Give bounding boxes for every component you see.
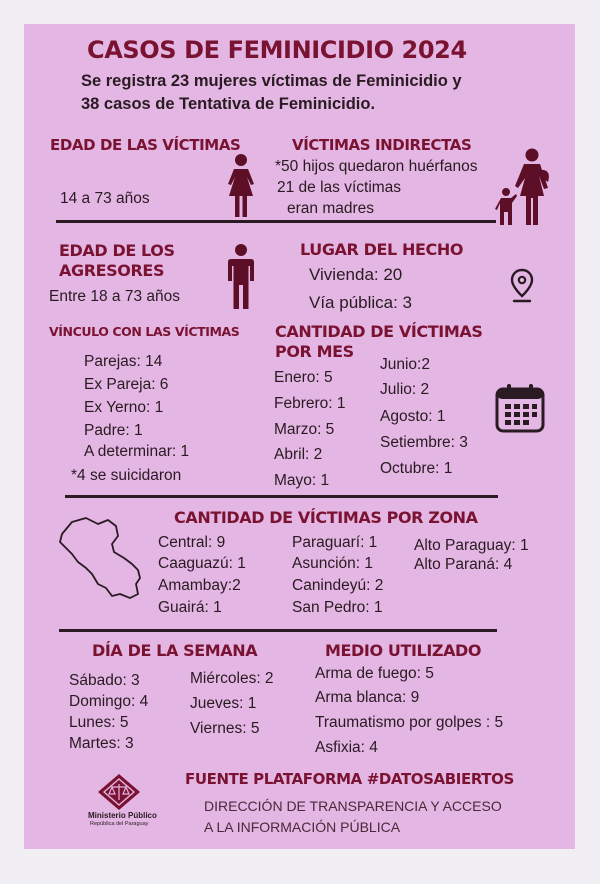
location-public-road: Vía pública: 3 (309, 293, 413, 312)
zone-alto-paraguay: Alto Paraguay: 1 (414, 537, 529, 554)
weekday-heading: DÍA DE LA SEMANA (92, 641, 258, 660)
source-line-2: A LA INFORMACIÓN PÚBLICA (204, 819, 401, 835)
divider (59, 629, 497, 632)
man-icon (226, 244, 256, 310)
month-august: Agosto: 1 (380, 408, 446, 425)
zone-asuncion: Asunción: 1 (292, 555, 373, 572)
aggressor-age-heading-2: AGRESORES (59, 261, 165, 280)
page-title: CASOS DE FEMINICIDIO 2024 (87, 36, 467, 64)
aggressor-age-value: Entre 18 a 73 años (49, 288, 180, 305)
month-july: Julio: 2 (380, 381, 430, 398)
month-september: Setiembre: 3 (380, 434, 468, 451)
zone-paraguari: Paraguarí: 1 (292, 534, 378, 551)
source-line-1: DIRECCIÓN DE TRANSPARENCIA Y ACCESO (204, 798, 502, 814)
woman-icon (223, 154, 259, 218)
indirect-victims-heading: VÍCTIMAS INDIRECTAS (292, 136, 472, 154)
divider (65, 495, 498, 498)
month-june: Junio:2 (380, 356, 430, 373)
weekday-thursday: Jueves: 1 (190, 695, 257, 712)
by-zone-heading: CANTIDAD DE VÍCTIMAS POR ZONA (174, 508, 478, 527)
weekday-wednesday: Miércoles: 2 (190, 670, 274, 687)
zone-caaguazu: Caaguazú: 1 (158, 555, 246, 572)
by-month-heading-1: CANTIDAD DE VÍCTIMAS (275, 322, 483, 341)
relationship-partners: Parejas: 14 (84, 353, 163, 370)
month-march: Marzo: 5 (274, 421, 335, 438)
month-may: Mayo: 1 (274, 472, 330, 489)
relationship-ex-partner: Ex Pareja: 6 (84, 376, 169, 393)
location-pin-icon (509, 268, 535, 304)
relationship-suicide-note: *4 se suicidaron (71, 467, 182, 484)
zone-amambay: Amambay:2 (158, 577, 241, 594)
method-blunt-trauma: Traumatismo por golpes : 5 (315, 714, 504, 731)
victim-age-heading: EDAD DE LAS VÍCTIMAS (50, 136, 241, 154)
subtitle-line-1: Se registra 23 mujeres víctimas de Feminicidio y (81, 72, 462, 90)
relationship-father: Padre: 1 (84, 422, 143, 439)
weekday-saturday: Sábado: 3 (69, 672, 140, 689)
method-knife: Arma blanca: 9 (315, 689, 420, 706)
month-january: Enero: 5 (274, 369, 333, 386)
indirect-victims-line-2: 21 de las víctimas (277, 179, 402, 196)
indirect-victims-line-3: eran madres (287, 200, 375, 217)
weekday-monday: Lunes: 5 (69, 714, 129, 731)
divider (56, 220, 496, 223)
indirect-victims-line-1: *50 hijos quedaron huérfanos (275, 158, 478, 175)
method-heading: MEDIO UTILIZADO (325, 641, 482, 660)
weekday-tuesday: Martes: 3 (69, 735, 134, 752)
relationship-undetermined: A determinar: 1 (84, 443, 190, 460)
logo-name: Ministerio Público (88, 811, 157, 820)
ministerio-publico-logo-icon (96, 772, 142, 812)
paraguay-map-icon (58, 514, 150, 600)
method-asphyxia: Asfixia: 4 (315, 739, 378, 756)
zone-guaira: Guairá: 1 (158, 599, 222, 616)
weekday-sunday: Domingo: 4 (69, 693, 149, 710)
infographic-card (24, 24, 575, 849)
calendar-icon (494, 382, 546, 434)
logo-subtitle: República del Paraguay (90, 821, 149, 827)
zone-central: Central: 9 (158, 534, 226, 551)
by-month-heading-2: POR MES (275, 342, 354, 361)
relationship-ex-son-in-law: Ex Yerno: 1 (84, 399, 164, 416)
zone-san-pedro: San Pedro: 1 (292, 599, 383, 616)
month-april: Abril: 2 (274, 446, 323, 463)
month-february: Febrero: 1 (274, 395, 346, 412)
zone-alto-parana: Alto Paraná: 4 (414, 556, 513, 573)
aggressor-age-heading-1: EDAD DE LOS (59, 241, 175, 260)
victim-age-value: 14 a 73 años (60, 190, 150, 207)
zone-canindeyu: Canindeyú: 2 (292, 577, 384, 594)
method-firearm: Arma de fuego: 5 (315, 665, 434, 682)
source-heading: FUENTE PLATAFORMA #DATOSABIERTOS (185, 770, 514, 788)
subtitle-line-2: 38 casos de Tentativa de Feminicidio. (81, 95, 376, 113)
month-october: Octubre: 1 (380, 460, 453, 477)
location-home: Vivienda: 20 (309, 265, 403, 284)
relationship-heading: VÍNCULO CON LAS VÍCTIMAS (49, 324, 240, 339)
weekday-friday: Viernes: 5 (190, 720, 260, 737)
mother-child-icon (494, 148, 554, 226)
location-heading: LUGAR DEL HECHO (300, 240, 464, 259)
